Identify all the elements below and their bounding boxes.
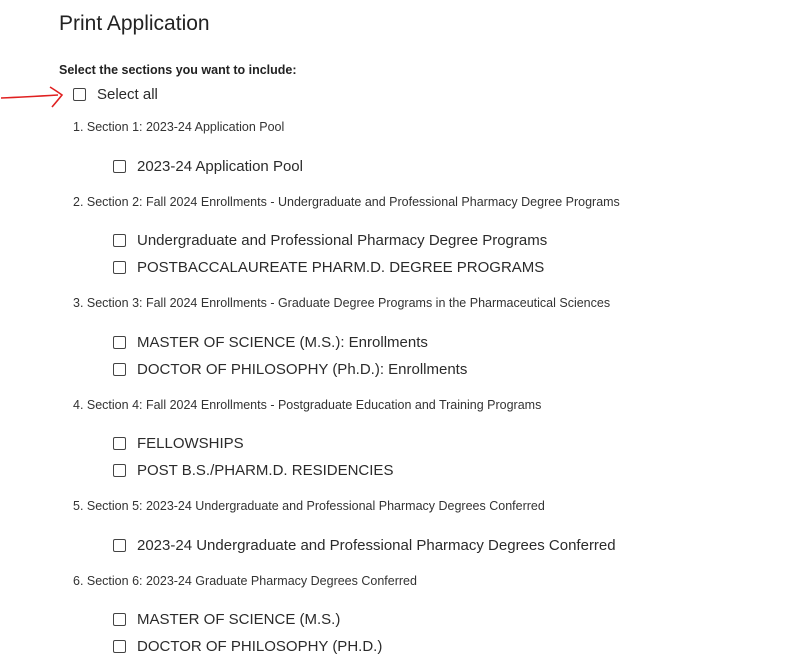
instructions-label: Select the sections you want to include: [59, 63, 297, 77]
section-4-item-2-checkbox[interactable] [113, 462, 393, 479]
section-heading-3: 3. Section 3: Fall 2024 Enrollments - Graduate Degree Programs in the Pharmaceutical Sciences [73, 296, 611, 310]
section-3-item-1-checkbox[interactable] [113, 334, 428, 351]
checkbox-box[interactable] [113, 539, 126, 552]
checkbox-label: Undergraduate and Professional Pharmacy Degree Programs [137, 232, 548, 249]
checkbox-label: DOCTOR OF PHILOSOPHY (Ph.D.): Enrollments [137, 361, 468, 378]
select-all-label: Select all [97, 86, 158, 103]
checkbox-box[interactable] [73, 88, 86, 101]
section-1-item-1-checkbox[interactable] [113, 158, 303, 175]
section-heading-1: 1. Section 1: 2023-24 Application Pool [73, 120, 285, 134]
checkbox-box[interactable] [113, 363, 126, 376]
section-4-item-1-checkbox[interactable] [113, 435, 244, 452]
checkbox-box[interactable] [113, 234, 126, 247]
checkbox-label: 2023-24 Undergraduate and Professional Pharmacy Degrees Conferred [137, 537, 616, 554]
checkbox-label: POST B.S./PHARM.D. RESIDENCIES [137, 462, 394, 479]
checkbox-box[interactable] [113, 613, 126, 626]
checkbox-box[interactable] [113, 261, 126, 274]
checkbox-label: FELLOWSHIPS [137, 435, 244, 452]
checkbox-box[interactable] [113, 336, 126, 349]
checkbox-label: DOCTOR OF PHILOSOPHY (PH.D.) [137, 638, 383, 655]
section-heading-6: 6. Section 6: 2023-24 Graduate Pharmacy Degrees Conferred [73, 574, 417, 588]
section-5-item-1-checkbox[interactable] [113, 537, 616, 554]
section-heading-4: 4. Section 4: Fall 2024 Enrollments - Postgraduate Education and Training Programs [73, 398, 542, 412]
section-2-item-1-checkbox[interactable] [113, 232, 547, 249]
checkbox-label: POSTBACCALAUREATE PHARM.D. DEGREE PROGRAMS [137, 259, 545, 276]
section-2-item-2-checkbox[interactable] [113, 259, 544, 276]
checkbox-label: 2023-24 Application Pool [137, 158, 303, 175]
select-all-checkbox[interactable] [73, 86, 158, 103]
section-heading-5: 5. Section 5: 2023-24 Undergraduate and Professional Pharmacy Degrees Conferred [73, 499, 545, 513]
section-6-item-2-checkbox[interactable] [113, 638, 382, 655]
section-heading-2: 2. Section 2: Fall 2024 Enrollments - Undergraduate and Professional Pharmacy Degree Programs [73, 195, 620, 209]
section-3-item-2-checkbox[interactable] [113, 361, 467, 378]
checkbox-box[interactable] [113, 437, 126, 450]
checkbox-box[interactable] [113, 640, 126, 653]
checkbox-box[interactable] [113, 464, 126, 477]
page-title: Print Application [59, 12, 210, 35]
annotation-arrow-icon [0, 84, 68, 110]
checkbox-box[interactable] [113, 160, 126, 173]
checkbox-label: MASTER OF SCIENCE (M.S.): Enrollments [137, 334, 428, 351]
section-6-item-1-checkbox[interactable] [113, 611, 340, 628]
checkbox-label: MASTER OF SCIENCE (M.S.) [137, 611, 341, 628]
